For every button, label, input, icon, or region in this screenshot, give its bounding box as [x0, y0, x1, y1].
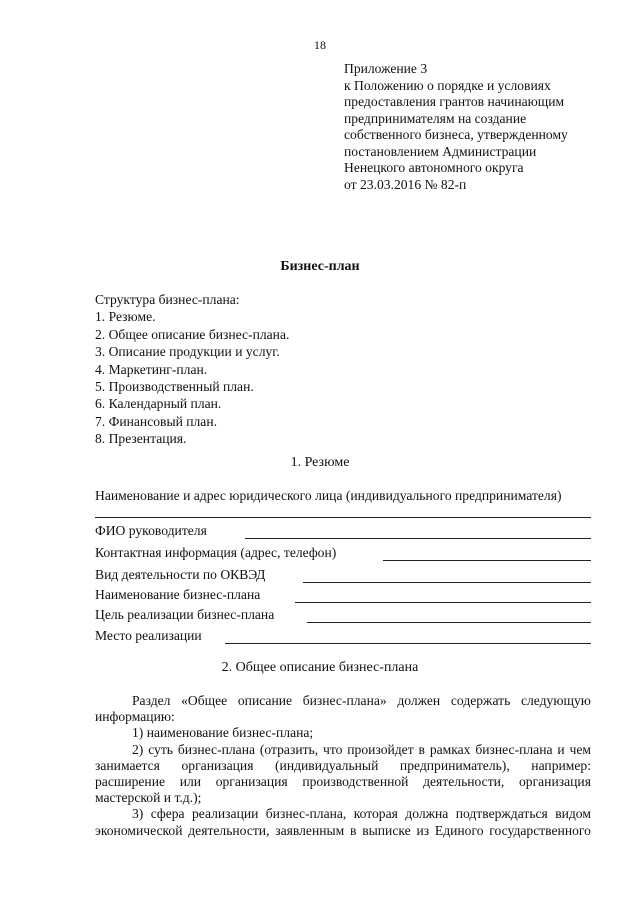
fill-line — [95, 517, 591, 518]
structure-item: 8. Презентация. — [95, 431, 187, 447]
field-plan-name — [95, 587, 591, 605]
structure-heading: Структура бизнес-плана: — [95, 292, 240, 307]
appendix-line: от 23.03.2016 № 82-п — [344, 176, 467, 192]
structure-item: 1. Резюме. — [95, 309, 156, 325]
section-2-body — [95, 693, 591, 839]
appendix-line: предпринимателям на создание — [344, 110, 527, 126]
field-label: Контактная информация (адрес, телефон) — [95, 545, 337, 560]
paragraph-line: мастерской и т.д.); — [95, 790, 202, 806]
field-location — [95, 628, 591, 646]
paragraph-line: занимается организация (индивидуальный предприниматель), например: — [95, 757, 591, 773]
section-2-heading: 2. Общее описание бизнес-плана — [221, 660, 419, 675]
fill-line — [245, 538, 591, 539]
structure-list — [95, 291, 289, 448]
list-item: 1) наименование бизнес-плана; — [132, 725, 314, 741]
paragraph-line: расширение или организация производственной деятельности, организация — [95, 774, 591, 790]
structure-item: 7. Финансовый план. — [95, 413, 218, 429]
list-item: 2) суть бизнес-плана (отразить, что произойдет в рамках бизнес-плана и чем — [132, 741, 591, 757]
field-label: ФИО руководителя — [95, 523, 207, 538]
field-director-name — [95, 523, 591, 541]
appendix-line: постановлением Администрации — [344, 143, 537, 159]
document-title: Бизнес-план — [280, 259, 360, 274]
structure-item: 5. Производственный план. — [95, 379, 254, 395]
appendix-line: к Положению о порядке и условиях — [344, 77, 551, 93]
field-label: Цель реализации бизнес-плана — [95, 607, 275, 622]
structure-item: 4. Маркетинг-план. — [95, 361, 208, 377]
field-contact-info — [95, 545, 591, 563]
appendix-line: Приложение 3 — [344, 61, 428, 76]
field-label: Наименование бизнес-плана — [95, 587, 261, 602]
appendix-line: собственного бизнеса, утвержденному — [344, 127, 568, 142]
fill-line — [295, 602, 591, 603]
section-1-heading: 1. Резюме — [290, 455, 350, 470]
paragraph-line: экономической деятельности, заявленным в выписке из Единого государственного — [95, 822, 591, 838]
field-okved — [95, 567, 591, 585]
list-item: 3) сфера реализации бизнес-плана, которая должна подтверждаться видом — [132, 806, 591, 822]
appendix-line: предоставления грантов начинающим — [344, 94, 565, 109]
paragraph-line: информацию: — [95, 709, 175, 725]
field-label: Место реализации — [95, 628, 202, 643]
page-number: 18 — [314, 38, 326, 52]
field-plan-goal — [95, 607, 591, 625]
structure-item: 3. Описание продукции и услуг. — [95, 344, 280, 360]
fill-line — [307, 622, 591, 623]
appendix-line: Ненецкого автономного округа — [344, 160, 524, 175]
fill-line — [383, 560, 591, 561]
structure-item: 2. Общее описание бизнес-плана. — [95, 326, 290, 342]
paragraph-line: Раздел «Общее описание бизнес-плана» должен содержать следующую — [132, 693, 591, 708]
field-legal-entity — [95, 488, 591, 506]
field-label: Вид деятельности по ОКВЭД — [95, 567, 266, 582]
field-label: Наименование и адрес юридического лица (индивидуального предпринимателя) — [95, 488, 562, 503]
structure-item: 6. Календарный план. — [95, 396, 222, 412]
fill-line — [225, 643, 591, 644]
fill-line — [303, 582, 591, 583]
appendix-block — [344, 61, 634, 193]
